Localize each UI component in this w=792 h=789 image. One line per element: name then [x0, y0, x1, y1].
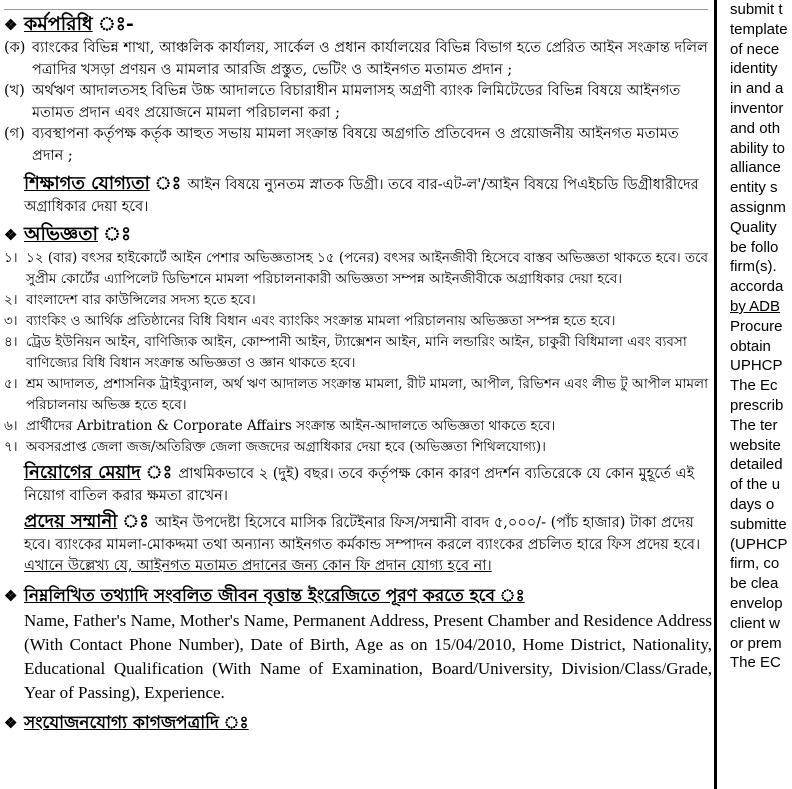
diamond-bullet-icon	[4, 174, 24, 196]
obhiggota-title: অভিজ্ঞতা	[24, 223, 98, 245]
side-text-line: ability to	[730, 139, 786, 157]
obhiggota-item	[4, 437, 712, 458]
karmaporidhi-item-marker: (ক)	[4, 40, 26, 56]
side-text-line: detailed	[730, 456, 783, 474]
obhiggota-heading: ❖ অভিজ্ঞতা ঃ	[4, 222, 712, 248]
obhiggota-item-marker: ৫।	[4, 376, 18, 392]
diamond-bullet-icon: ❖	[4, 586, 18, 605]
obhiggota-item	[4, 290, 712, 311]
shikkha-text: আইন বিষয়ে ন্যুনতম স্নাতক ডিগ্রী। তবে বার-এট-ল'/আইন বিষয়ে পিএইচডি ডিগ্রীধারীদের অগ্রাধিকার দেয়া হবে।	[24, 177, 699, 215]
meyad-title: নিয়োগের মেয়াদ	[24, 462, 141, 483]
obhiggota-item-marker: ২।	[4, 292, 18, 308]
karmaporidhi-item-text: ব্যাংকের বিভিন্ন শাখা, আঞ্চলিক কার্যালয়, সার্কেল ও প্রধান কার্যালয়ের বিভিন্ন বিভাগ হতে প্রেরিত আইন সংক্রান্ত দলিল পত্রাদির খসড়া প্রণয়ন ও মামলার আরজি প্রস্তুত, ভেটিং ও আইনগত মতামত প্রদান ;	[32, 40, 708, 78]
side-text-line: entity s	[730, 179, 778, 197]
sommani-section: প্রদেয় সম্মানী ঃ আইন উপদেষ্টা হিসেবে মাসিক রিটেইনার ফিস/সম্মানী বাবদ ৫,০০০/- (পাঁচ হাজার) টাকা প্রদেয় হবে। ব্যাংকের মামলা-মোকদ্দমা তথা অন্যান্য আইনগত কর্মকান্ড সম্পাদন করলে ব্যাংকের প্রচলিত হারে ফিস প্রদেয় হবে। এখানে উল্লেখ্য যে, আইনগত মতামত প্রদানের জন্য কোন ফি প্রদান যোগ্য হবে না।	[4, 511, 712, 578]
side-text-line: template	[730, 20, 788, 38]
karmaporidhi-item	[4, 38, 712, 81]
karmaporidhi-item	[4, 81, 712, 124]
side-text-line: client w	[730, 614, 781, 632]
obhiggota-item	[4, 374, 712, 416]
side-text-line: (UPHCP	[730, 535, 788, 553]
side-text-line: The EC	[730, 654, 781, 672]
obhiggota-item-text: ব্যাংকিং ও আর্থিক প্রতিষ্ঠানের বিধি বিধান এবং ব্যাংকিং সংক্রান্ত মামলা পরিচালনায় অভিজ্ঞতা সম্পন্ন হতে হবে।	[26, 313, 616, 329]
side-text-line: identity	[730, 60, 778, 78]
diamond-bullet-icon	[4, 463, 24, 485]
side-text-line: envelop	[730, 594, 783, 612]
diamond-bullet-icon: ❖	[4, 16, 18, 34]
songjojon-heading	[4, 711, 712, 736]
adjacent-column-text	[730, 0, 792, 789]
side-text-line: obtain	[730, 337, 771, 355]
side-text-line: prescrib	[730, 396, 784, 414]
side-text-line: submitte	[730, 515, 787, 533]
diamond-bullet-icon	[4, 512, 24, 534]
side-text-line: of the u	[730, 476, 781, 494]
side-text-line: and oth	[730, 119, 781, 137]
meyad-section: নিয়োগের মেয়াদ ঃ প্রাথমিকভাবে ২ (দুই) বছর। তবে কর্তৃপক্ষ কোন কারণ প্রদর্শন ব্যতিরেকে যে কোন মুহূর্তে এই নিয়োগ বাতিল করার ক্ষমতা রাখেন।	[4, 462, 712, 507]
karmaporidhi-item-marker: (গ)	[4, 126, 25, 142]
obhiggota-item-text: ট্রেড ইউনিয়ন আইন, বাণিজ্যিক আইন, কোম্পানী আইন, ট্যাক্সেশন আইন, মানি লন্ডারিং আইন, চাকুরী বিধিমালা এবং ব্যবসা বাণিজ্যের বিধি বিধান সংক্রান্ত অভিজ্ঞতা ও জ্ঞান থাকতে হবে।	[26, 334, 687, 371]
side-text-line: accorda	[730, 278, 784, 296]
side-text-line: The ter	[730, 416, 778, 434]
side-text-line: submit t	[730, 1, 783, 18]
side-text-line: or prem	[730, 634, 782, 652]
jiboni-heading	[4, 584, 712, 609]
obhiggota-item-text: বাংলাদেশ বার কাউন্সিলের সদস্য হতে হবে।	[26, 292, 256, 308]
side-text-line: of nece	[730, 40, 780, 58]
karmaporidhi-item-marker: (খ)	[4, 83, 25, 99]
side-text-line: by ADB	[730, 297, 781, 315]
diamond-bullet-icon: ❖	[4, 226, 18, 244]
obhiggota-item-text: শ্রম আদালত, প্রশাসনিক ট্রাইব্যুনাল, অর্থ ঋণ আদালত সংক্রান্ত মামলা, রীট মামলা, আপীল, রিভিশন এবং লীভ টু আপীল মামলা পরিচালনায় অভিজ্ঞ হতে হবে।	[26, 376, 708, 413]
meyad-text: প্রাথমিকভাবে ২ (দুই) বছর। তবে কর্তৃপক্ষ কোন কারণ প্রদর্শন ব্যতিরেকে যে কোন মুহূর্তে এই নিয়োগ বাতিল করার ক্ষমতা রাখেন।	[24, 466, 695, 504]
diamond-bullet-icon: ❖	[4, 713, 18, 732]
side-text-line: be follo	[730, 238, 779, 256]
obhiggota-item-marker: ৭।	[4, 439, 18, 455]
obhiggota-item-text: অবসরপ্রাপ্ত জেলা জজ/অতিরিক্ত জেলা জজদের অগ্রাধিকার দেয়া হবে (অভিজ্ঞতা শিথিলযোগ্য)।	[26, 439, 546, 455]
shikkha-section: শিক্ষাগত যোগ্যতা ঃ আইন বিষয়ে ন্যুনতম স্নাতক ডিগ্রী। তবে বার-এট-ল'/আইন বিষয়ে পিএইচডি ডিগ্রীধারীদের অগ্রাধিকার দেয়া হবে।	[4, 173, 712, 218]
side-text-line: in and a	[730, 80, 784, 98]
karmaporidhi-title: কর্মপরিধি	[24, 13, 93, 35]
karmaporidhi-list	[4, 38, 712, 167]
side-text-line: Procure	[730, 317, 783, 335]
sommani-note: এখানে উল্লেখ্য যে, আইনগত মতামত প্রদানের জন্য কোন ফি প্রদান যোগ্য হবে না।	[24, 558, 492, 574]
side-text-line: website	[730, 436, 781, 454]
karmaporidhi-heading: ❖ কর্মপরিধি ঃ-	[4, 12, 712, 38]
obhiggota-item	[4, 248, 712, 290]
sommani-title: প্রদেয় সম্মানী	[24, 511, 118, 532]
sommani-text: আইন উপদেষ্টা হিসেবে মাসিক রিটেইনার ফিস/সম্মানী বাবদ ৫,০০০/- (পাঁচ হাজার) টাকা প্রদেয় হবে। ব্যাংকের মামলা-মোকদ্দমা তথা অন্যান্য আইনগত কর্মকান্ড সম্পাদন করলে ব্যাংকের প্রচলিত হারে ফিস প্রদেয় হবে।	[24, 515, 701, 553]
side-text-line: The Ec	[730, 377, 778, 395]
obhiggota-item	[4, 332, 712, 374]
notice-main-column	[4, 0, 712, 789]
side-text-line: be clea	[730, 575, 779, 593]
side-text-line: assignm	[730, 198, 786, 216]
side-text-line: Quality	[730, 218, 777, 236]
jiboni-title: নিম্নলিখিত তথ্যাদি সংবলিত জীবন বৃত্তান্ত ইংরেজিতে পূরণ করতে হবে ঃ	[24, 585, 525, 606]
obhiggota-item-marker: ১।	[4, 250, 18, 266]
side-text-line: alliance	[730, 159, 781, 177]
karmaporidhi-item	[4, 124, 712, 167]
obhiggota-item	[4, 416, 712, 437]
shikkha-title: শিক্ষাগত যোগ্যতা	[24, 173, 150, 194]
obhiggota-item	[4, 311, 712, 332]
side-text-line: UPHCP	[730, 357, 783, 375]
karmaporidhi-item-text: অর্থঋণ আদালতসহ বিভিন্ন উচ্চ আদালতে বিচারাধীন মামলাসহ অগ্রণী ব্যাংক লিমিটেডের বিভিন্ন বিষয়ে আইনগত মতামত প্রদান এবং প্রয়োজনে মামলা পরিচালনা করা ;	[32, 83, 681, 121]
obhiggota-item-marker: ৩।	[4, 313, 18, 329]
side-text-line: firm, co	[730, 555, 780, 573]
karmaporidhi-item-text: ব্যবস্থাপনা কর্তৃপক্ষ কর্তৃক আহুত সভায় মামলা সংক্রান্ত বিষয়ে অগ্রগতি প্রতিবেদন ও প্রয়োজনীয় আইনগত মতামত প্রদান ;	[32, 126, 679, 164]
obhiggota-item-marker: ৬।	[4, 418, 18, 434]
obhiggota-item-marker: ৪।	[4, 334, 18, 350]
jiboni-fields-text: Name, Father's Name, Mother's Name, Permanent Address, Present Chamber and Residence Address (With Contact Phone Number), Date of Birth, Age as on 15/04/2010, Home District, Nationality, Educational Qualification (With Name of Examination, Board/University, Division/Class/Grade, Year of Passing), Experience.	[24, 610, 712, 702]
side-text-line: days o	[730, 495, 775, 513]
top-rule	[4, 0, 708, 10]
column-divider	[714, 0, 717, 789]
obhiggota-item-text: প্রার্থীদের Arbitration & Corporate Affairs সংক্রান্ত আইন-আদালতে অভিজ্ঞতা থাকতে হবে।	[26, 418, 556, 434]
obhiggota-item-text: ১২ (বার) বৎসর হাইকোর্টে আইন পেশার অভিজ্ঞতাসহ ১৫ (পনের) বৎসর আইনজীবী হিসেবে বাস্তব অভিজ্ঞতা থাকতে হবে। তবে সুপ্রীম কোর্টের এ্যাপিলেট ডিভিশনে মামলা পরিচালনাকারী অভিজ্ঞতা সম্পন্ন আইনজীবীকে অগ্রাধিকার দেয়া হবে।	[26, 250, 709, 287]
side-text-line: inventor	[730, 99, 784, 117]
side-text-line: firm(s).	[730, 258, 777, 276]
obhiggota-list	[4, 248, 712, 458]
songjojon-title: সংযোজনযোগ্য কাগজপত্রাদি ঃ	[24, 712, 249, 733]
